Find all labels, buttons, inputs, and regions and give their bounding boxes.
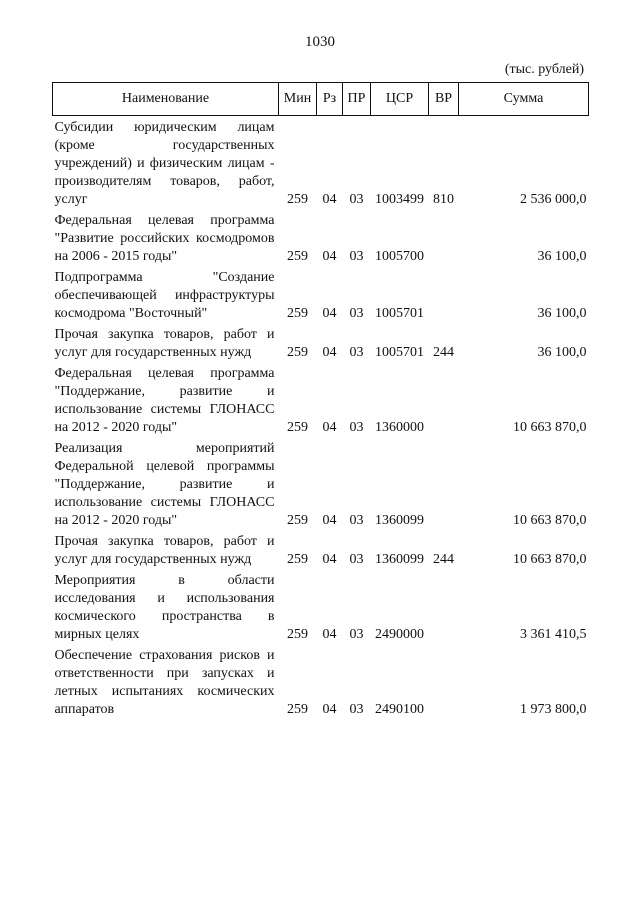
column-header-vr: ВР <box>429 83 459 116</box>
cell-csr: 1005701 <box>375 345 424 360</box>
cell-min: 259 <box>287 627 308 642</box>
table-row <box>53 116 589 210</box>
table-row <box>53 437 589 530</box>
column-header-pr: ПР <box>343 83 371 116</box>
cell-min: 259 <box>287 513 308 528</box>
cell-sum: 36 100,0 <box>537 345 587 360</box>
units-note: (тыс. рублей) <box>504 62 584 77</box>
cell-name: Прочая закупка товаров, работ и услуг для государственных нужд <box>54 534 275 567</box>
cell-vr: 244 <box>433 345 454 360</box>
cell-name: Подпрограмма "Создание обеспечивающей инфраструктуры космодрома "Восточный" <box>54 270 275 321</box>
cell-vr <box>429 569 459 644</box>
cell-csr: 1005701 <box>375 306 424 321</box>
table-row <box>53 323 589 362</box>
cell-pr: 03 <box>349 627 364 642</box>
table-row <box>53 266 589 323</box>
cell-vr <box>429 644 459 719</box>
cell-pr: 03 <box>349 702 364 717</box>
cell-rz: 04 <box>322 702 337 717</box>
cell-vr: 244 <box>433 552 454 567</box>
cell-name: Федеральная целевая программа "Поддержание, развитие и использование системы ГЛОНАСС на 2012 - 2020 годы" <box>54 366 275 435</box>
cell-name: Мероприятия в области исследования и использования космического пространства в мирных целях <box>54 573 275 642</box>
column-header-rz: Рз <box>317 83 343 116</box>
cell-pr: 03 <box>349 192 364 207</box>
cell-rz: 04 <box>322 552 337 567</box>
cell-name: Субсидии юридическим лицам (кроме государственных учреждений) и физическим лицам - производителям товаров, работ, услуг <box>54 120 275 207</box>
cell-vr <box>429 362 459 437</box>
cell-vr: 810 <box>433 192 454 207</box>
table-row <box>53 644 589 719</box>
cell-rz: 04 <box>322 306 337 321</box>
cell-sum: 36 100,0 <box>537 306 587 321</box>
cell-csr: 2490000 <box>375 627 424 642</box>
cell-vr <box>429 266 459 323</box>
cell-pr: 03 <box>349 552 364 567</box>
cell-min: 259 <box>287 249 308 264</box>
cell-rz: 04 <box>322 192 337 207</box>
cell-sum: 10 663 870,0 <box>513 552 587 567</box>
cell-rz: 04 <box>322 513 337 528</box>
page-number: 1030 <box>305 34 335 50</box>
cell-min: 259 <box>287 192 308 207</box>
cell-rz: 04 <box>322 249 337 264</box>
cell-rz: 04 <box>322 420 337 435</box>
cell-vr <box>429 209 459 266</box>
cell-rz: 04 <box>322 627 337 642</box>
table-body <box>53 116 589 720</box>
cell-min: 259 <box>287 552 308 567</box>
cell-csr: 2490100 <box>375 702 424 717</box>
cell-sum: 1 973 800,0 <box>520 702 587 717</box>
column-header-csr: ЦСР <box>371 83 429 116</box>
cell-min: 259 <box>287 420 308 435</box>
column-header-name: Наименование <box>53 83 279 116</box>
cell-sum: 3 361 410,5 <box>520 627 587 642</box>
table-row <box>53 569 589 644</box>
cell-sum: 10 663 870,0 <box>513 420 587 435</box>
cell-csr: 1005700 <box>375 249 424 264</box>
table-header <box>53 83 589 116</box>
cell-sum: 10 663 870,0 <box>513 513 587 528</box>
cell-sum: 2 536 000,0 <box>520 192 587 207</box>
column-header-min: Мин <box>279 83 317 116</box>
table-row <box>53 362 589 437</box>
cell-min: 259 <box>287 345 308 360</box>
cell-sum: 36 100,0 <box>537 249 587 264</box>
cell-csr: 1360099 <box>375 513 424 528</box>
cell-min: 259 <box>287 702 308 717</box>
cell-min: 259 <box>287 306 308 321</box>
cell-name: Обеспечение страхования рисков и ответственности при запусках и летных испытаниях космических аппаратов <box>54 648 275 717</box>
cell-vr <box>429 437 459 530</box>
budget-table <box>52 82 589 719</box>
cell-rz: 04 <box>322 345 337 360</box>
cell-name: Реализация мероприятий Федеральной целевой программы "Поддержание, развитие и использование системы ГЛОНАСС на 2012 - 2020 годы" <box>54 441 275 528</box>
cell-name: Прочая закупка товаров, работ и услуг для государственных нужд <box>54 327 275 360</box>
cell-pr: 03 <box>349 513 364 528</box>
cell-pr: 03 <box>349 249 364 264</box>
table-row <box>53 530 589 569</box>
cell-csr: 1360000 <box>375 420 424 435</box>
cell-name: Федеральная целевая программа "Развитие российских космодромов на 2006 - 2015 годы" <box>54 213 275 264</box>
cell-csr: 1360099 <box>375 552 424 567</box>
cell-pr: 03 <box>349 420 364 435</box>
column-header-sum: Сумма <box>459 83 589 116</box>
table-row <box>53 209 589 266</box>
cell-csr: 1003499 <box>375 192 424 207</box>
cell-pr: 03 <box>349 306 364 321</box>
cell-pr: 03 <box>349 345 364 360</box>
